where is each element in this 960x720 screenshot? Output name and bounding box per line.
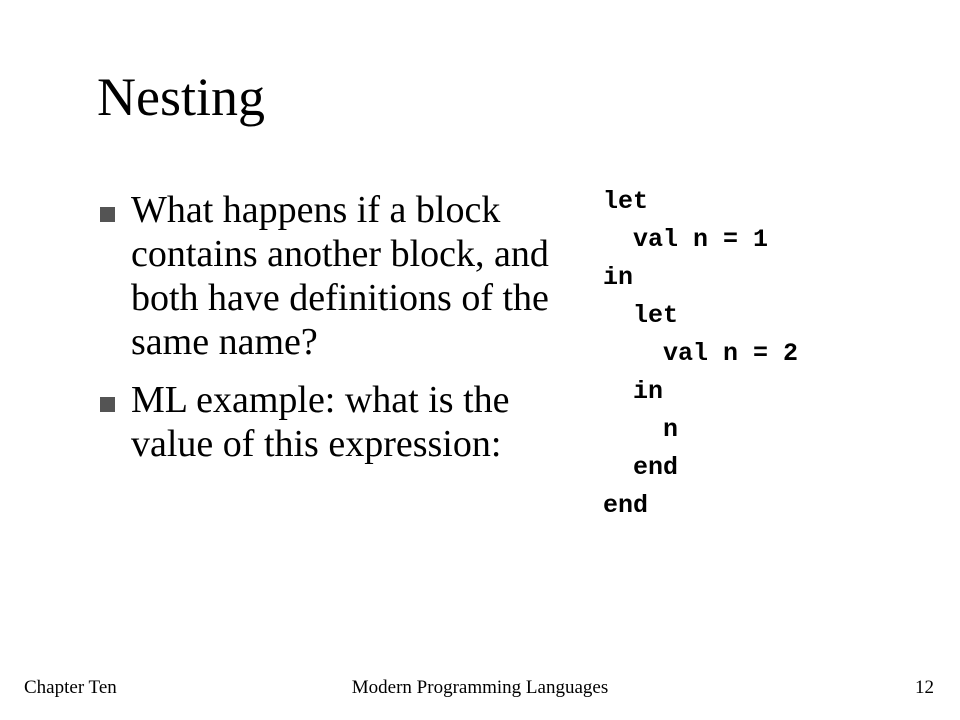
code-example bbox=[603, 183, 798, 525]
code-line: n bbox=[603, 415, 679, 444]
code-line: end bbox=[603, 453, 679, 482]
bullet-item bbox=[100, 188, 570, 364]
code-line: val n = 2 bbox=[603, 339, 799, 368]
square-bullet-icon bbox=[100, 397, 115, 412]
code-line: val n = 1 bbox=[603, 225, 769, 254]
footer-page-number: 12 bbox=[915, 677, 934, 698]
footer-chapter: Chapter Ten bbox=[24, 677, 117, 698]
code-line: let bbox=[603, 301, 679, 330]
bullet-text: ML example: what is the value of this expression: bbox=[131, 379, 510, 465]
code-line: end bbox=[603, 491, 649, 520]
slide-title: Nesting bbox=[97, 67, 265, 127]
bullet-text: What happens if a block contains another block, and both have definitions of the same name? bbox=[131, 189, 549, 363]
bullet-item bbox=[100, 378, 570, 466]
footer-course-title: Modern Programming Languages bbox=[351, 677, 609, 698]
code-line: let bbox=[603, 187, 649, 216]
code-line: in bbox=[603, 377, 664, 406]
square-bullet-icon bbox=[100, 207, 115, 222]
code-line: in bbox=[603, 263, 634, 292]
bullet-list bbox=[100, 188, 570, 466]
